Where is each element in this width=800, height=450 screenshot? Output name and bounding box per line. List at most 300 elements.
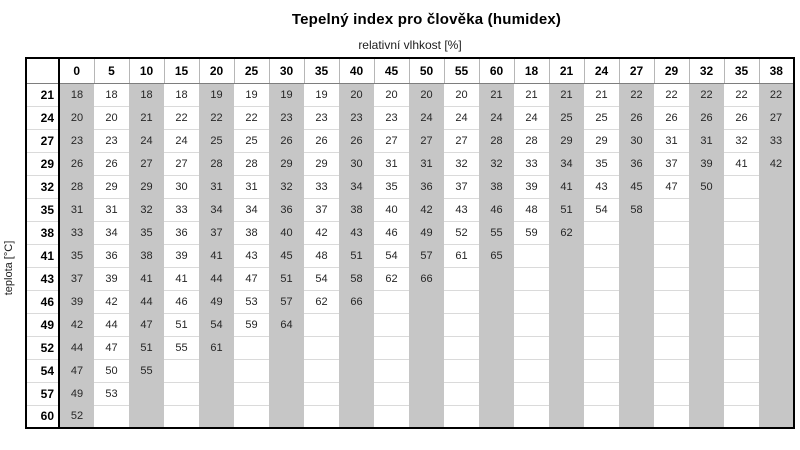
table-cell: 22 xyxy=(689,83,724,106)
table-cell xyxy=(549,290,584,313)
table-cell xyxy=(409,359,444,382)
table-cell xyxy=(514,336,549,359)
table-cell: 62 xyxy=(374,267,409,290)
table-cell: 20 xyxy=(59,106,94,129)
column-header: 50 xyxy=(409,58,444,83)
table-cell xyxy=(689,405,724,428)
row-header: 60 xyxy=(26,405,59,428)
table-cell: 19 xyxy=(304,83,339,106)
table-cell xyxy=(164,405,199,428)
table-cell xyxy=(654,359,689,382)
table-cell xyxy=(619,382,654,405)
table-cell xyxy=(479,313,514,336)
table-cell: 41 xyxy=(199,244,234,267)
column-header: 10 xyxy=(129,58,164,83)
table-cell: 28 xyxy=(199,152,234,175)
table-cell xyxy=(724,175,759,198)
table-cell: 64 xyxy=(269,313,304,336)
row-header: 29 xyxy=(26,152,59,175)
table-cell: 25 xyxy=(549,106,584,129)
table-cell: 20 xyxy=(339,83,374,106)
table-cell: 34 xyxy=(199,198,234,221)
table-cell: 39 xyxy=(164,244,199,267)
table-cell: 37 xyxy=(654,152,689,175)
table-cell: 39 xyxy=(59,290,94,313)
table-cell xyxy=(444,382,479,405)
table-cell: 26 xyxy=(724,106,759,129)
table-cell xyxy=(759,198,794,221)
table-cell: 32 xyxy=(444,152,479,175)
table-cell: 43 xyxy=(339,221,374,244)
table-cell xyxy=(164,382,199,405)
table-cell: 31 xyxy=(199,175,234,198)
row-header: 49 xyxy=(26,313,59,336)
table-cell xyxy=(374,382,409,405)
table-cell: 28 xyxy=(479,129,514,152)
table-cell xyxy=(199,359,234,382)
table-cell xyxy=(129,405,164,428)
table-cell: 21 xyxy=(129,106,164,129)
table-cell: 32 xyxy=(129,198,164,221)
table-cell xyxy=(584,290,619,313)
table-cell: 37 xyxy=(199,221,234,244)
table-cell xyxy=(269,405,304,428)
table-cell: 36 xyxy=(619,152,654,175)
table-cell: 30 xyxy=(619,129,654,152)
table-cell xyxy=(759,313,794,336)
table-cell xyxy=(199,405,234,428)
table-cell xyxy=(759,336,794,359)
table-cell: 35 xyxy=(129,221,164,244)
table-cell xyxy=(619,244,654,267)
table-cell: 30 xyxy=(164,175,199,198)
table-cell: 58 xyxy=(339,267,374,290)
table-cell: 35 xyxy=(584,152,619,175)
table-cell: 42 xyxy=(759,152,794,175)
table-cell: 21 xyxy=(549,83,584,106)
table-cell xyxy=(689,221,724,244)
table-cell xyxy=(339,382,374,405)
table-cell xyxy=(619,359,654,382)
table-cell: 55 xyxy=(479,221,514,244)
chart-title: Tepelný index pro člověka (humidex) xyxy=(291,11,562,28)
table-cell xyxy=(129,382,164,405)
table-cell xyxy=(234,405,269,428)
row-header: 54 xyxy=(26,359,59,382)
table-cell xyxy=(514,382,549,405)
table-cell: 23 xyxy=(374,106,409,129)
table-cell xyxy=(409,336,444,359)
table-row xyxy=(26,221,794,244)
table-cell: 48 xyxy=(304,244,339,267)
table-cell xyxy=(759,359,794,382)
table-cell xyxy=(549,267,584,290)
table-cell: 33 xyxy=(514,152,549,175)
table-cell: 19 xyxy=(234,83,269,106)
column-header: 38 xyxy=(759,58,794,83)
column-header: 35 xyxy=(304,58,339,83)
table-cell xyxy=(584,382,619,405)
table-cell xyxy=(374,359,409,382)
table-cell: 46 xyxy=(164,290,199,313)
column-header: 18 xyxy=(514,58,549,83)
table-cell: 20 xyxy=(409,83,444,106)
table-cell: 45 xyxy=(619,175,654,198)
table-cell: 62 xyxy=(549,221,584,244)
table-cell: 31 xyxy=(409,152,444,175)
table-cell: 54 xyxy=(304,267,339,290)
table-cell: 51 xyxy=(549,198,584,221)
row-header: 32 xyxy=(26,175,59,198)
x-axis-label: relativní vlhkost [%] xyxy=(358,38,462,52)
table-cell xyxy=(689,267,724,290)
table-cell: 29 xyxy=(94,175,129,198)
table-cell: 23 xyxy=(59,129,94,152)
table-cell xyxy=(654,336,689,359)
table-cell xyxy=(479,359,514,382)
table-cell: 31 xyxy=(689,129,724,152)
row-header: 24 xyxy=(26,106,59,129)
table-cell: 41 xyxy=(549,175,584,198)
table-cell: 34 xyxy=(94,221,129,244)
table-row xyxy=(26,382,794,405)
table-cell: 27 xyxy=(409,129,444,152)
table-cell xyxy=(689,382,724,405)
table-cell xyxy=(479,290,514,313)
table-cell: 22 xyxy=(234,106,269,129)
table-cell: 33 xyxy=(59,221,94,244)
row-header: 21 xyxy=(26,83,59,106)
table-cell: 62 xyxy=(304,290,339,313)
table-cell xyxy=(164,359,199,382)
table-cell: 25 xyxy=(199,129,234,152)
table-cell xyxy=(479,382,514,405)
table-cell xyxy=(304,336,339,359)
table-cell xyxy=(689,359,724,382)
table-cell: 40 xyxy=(374,198,409,221)
table-cell: 47 xyxy=(654,175,689,198)
table-cell: 51 xyxy=(129,336,164,359)
table-cell xyxy=(759,382,794,405)
table-cell: 28 xyxy=(59,175,94,198)
table-cell: 52 xyxy=(444,221,479,244)
table-cell: 25 xyxy=(234,129,269,152)
table-cell xyxy=(339,405,374,428)
table-cell: 59 xyxy=(514,221,549,244)
table-cell xyxy=(444,267,479,290)
table-cell xyxy=(724,313,759,336)
humidex-table xyxy=(25,57,795,429)
table-cell xyxy=(584,221,619,244)
table-cell: 49 xyxy=(409,221,444,244)
table-cell xyxy=(549,336,584,359)
table-cell xyxy=(304,382,339,405)
table-cell: 54 xyxy=(584,198,619,221)
table-cell: 27 xyxy=(374,129,409,152)
row-header: 57 xyxy=(26,382,59,405)
table-cell xyxy=(479,336,514,359)
table-cell xyxy=(619,336,654,359)
table-cell: 26 xyxy=(269,129,304,152)
table-cell: 27 xyxy=(164,152,199,175)
table-cell: 46 xyxy=(374,221,409,244)
table-cell xyxy=(654,313,689,336)
table-cell: 33 xyxy=(304,175,339,198)
table-cell: 22 xyxy=(654,83,689,106)
table-cell xyxy=(339,359,374,382)
column-header: 55 xyxy=(444,58,479,83)
table-cell xyxy=(584,313,619,336)
table-cell: 20 xyxy=(94,106,129,129)
column-header: 5 xyxy=(94,58,129,83)
table-cell xyxy=(654,198,689,221)
table-row xyxy=(26,175,794,198)
table-cell: 22 xyxy=(619,83,654,106)
table-cell xyxy=(409,382,444,405)
table-cell: 23 xyxy=(339,106,374,129)
table-cell: 51 xyxy=(339,244,374,267)
table-cell: 36 xyxy=(409,175,444,198)
table-cell xyxy=(619,405,654,428)
table-cell xyxy=(409,313,444,336)
table-cell: 38 xyxy=(234,221,269,244)
table-cell: 38 xyxy=(129,244,164,267)
table-cell xyxy=(304,405,339,428)
table-cell xyxy=(724,198,759,221)
table-cell xyxy=(654,382,689,405)
table-cell xyxy=(304,313,339,336)
table-row xyxy=(26,244,794,267)
table-cell: 66 xyxy=(409,267,444,290)
table-row xyxy=(26,359,794,382)
table-cell: 31 xyxy=(374,152,409,175)
table-cell: 31 xyxy=(94,198,129,221)
table-cell: 18 xyxy=(94,83,129,106)
table-cell xyxy=(234,382,269,405)
column-header: 21 xyxy=(549,58,584,83)
table-cell: 29 xyxy=(304,152,339,175)
table-cell: 18 xyxy=(59,83,94,106)
table-cell xyxy=(234,336,269,359)
table-cell: 37 xyxy=(304,198,339,221)
table-cell xyxy=(689,290,724,313)
table-cell xyxy=(514,244,549,267)
table-cell xyxy=(269,382,304,405)
table-cell: 20 xyxy=(444,83,479,106)
table-row xyxy=(26,290,794,313)
table-cell: 57 xyxy=(409,244,444,267)
column-header: 15 xyxy=(164,58,199,83)
table-cell: 34 xyxy=(549,152,584,175)
column-header: 27 xyxy=(619,58,654,83)
table-cell: 43 xyxy=(584,175,619,198)
table-cell: 40 xyxy=(269,221,304,244)
table-row xyxy=(26,106,794,129)
table-cell xyxy=(724,244,759,267)
table-cell xyxy=(444,405,479,428)
table-cell: 32 xyxy=(479,152,514,175)
table-cell: 29 xyxy=(129,175,164,198)
table-cell xyxy=(689,198,724,221)
table-cell: 28 xyxy=(234,152,269,175)
table-cell: 29 xyxy=(269,152,304,175)
table-cell xyxy=(584,359,619,382)
table-row xyxy=(26,267,794,290)
table-cell xyxy=(689,244,724,267)
table-cell: 53 xyxy=(234,290,269,313)
table-cell xyxy=(759,244,794,267)
table-cell xyxy=(654,405,689,428)
table-cell xyxy=(514,359,549,382)
table-cell: 32 xyxy=(269,175,304,198)
table-cell: 54 xyxy=(374,244,409,267)
table-cell: 23 xyxy=(269,106,304,129)
table-cell: 38 xyxy=(339,198,374,221)
table-cell: 61 xyxy=(199,336,234,359)
table-cell: 24 xyxy=(409,106,444,129)
table-cell: 43 xyxy=(444,198,479,221)
table-cell xyxy=(514,290,549,313)
table-cell xyxy=(584,405,619,428)
table-cell: 41 xyxy=(129,267,164,290)
table-cell xyxy=(689,336,724,359)
table-cell: 47 xyxy=(234,267,269,290)
table-cell xyxy=(724,290,759,313)
table-cell: 28 xyxy=(514,129,549,152)
table-cell: 49 xyxy=(199,290,234,313)
table-cell xyxy=(549,405,584,428)
table-cell: 41 xyxy=(724,152,759,175)
table-cell xyxy=(724,267,759,290)
table-cell xyxy=(94,405,129,428)
table-cell xyxy=(759,221,794,244)
table-cell: 34 xyxy=(339,175,374,198)
y-axis-label: teplota [°C] xyxy=(3,240,15,296)
table-cell: 53 xyxy=(94,382,129,405)
table-cell: 42 xyxy=(409,198,444,221)
table-cell: 34 xyxy=(234,198,269,221)
table-cell: 35 xyxy=(374,175,409,198)
row-header: 41 xyxy=(26,244,59,267)
table-cell xyxy=(514,267,549,290)
column-header: 25 xyxy=(234,58,269,83)
table-cell: 24 xyxy=(164,129,199,152)
table-cell: 26 xyxy=(94,152,129,175)
table-cell: 38 xyxy=(479,175,514,198)
header-row xyxy=(26,58,794,83)
table-cell: 55 xyxy=(164,336,199,359)
table-cell xyxy=(339,336,374,359)
row-header: 43 xyxy=(26,267,59,290)
column-header: 29 xyxy=(654,58,689,83)
table-cell xyxy=(549,313,584,336)
column-header: 20 xyxy=(199,58,234,83)
table-cell xyxy=(654,267,689,290)
table-cell xyxy=(724,405,759,428)
table-cell: 26 xyxy=(619,106,654,129)
table-cell: 42 xyxy=(59,313,94,336)
table-cell: 23 xyxy=(304,106,339,129)
table-cell: 57 xyxy=(269,290,304,313)
table-cell: 18 xyxy=(164,83,199,106)
table-cell: 41 xyxy=(164,267,199,290)
table-cell: 30 xyxy=(339,152,374,175)
table-cell: 44 xyxy=(199,267,234,290)
row-header: 46 xyxy=(26,290,59,313)
table-cell xyxy=(304,359,339,382)
table-cell xyxy=(724,221,759,244)
table-cell: 47 xyxy=(59,359,94,382)
row-header: 38 xyxy=(26,221,59,244)
table-cell: 31 xyxy=(59,198,94,221)
table-cell: 61 xyxy=(444,244,479,267)
table-cell xyxy=(724,336,759,359)
table-cell: 23 xyxy=(94,129,129,152)
table-row xyxy=(26,83,794,106)
table-cell: 42 xyxy=(94,290,129,313)
table-cell: 22 xyxy=(199,106,234,129)
corner-cell xyxy=(26,58,59,83)
table-cell: 49 xyxy=(59,382,94,405)
table-cell: 26 xyxy=(59,152,94,175)
table-cell xyxy=(759,405,794,428)
table-cell xyxy=(374,405,409,428)
table-cell: 33 xyxy=(759,129,794,152)
table-cell: 33 xyxy=(164,198,199,221)
table-cell: 18 xyxy=(129,83,164,106)
table-cell: 65 xyxy=(479,244,514,267)
table-cell xyxy=(444,290,479,313)
table-cell: 50 xyxy=(94,359,129,382)
table-cell: 44 xyxy=(59,336,94,359)
table-cell xyxy=(689,313,724,336)
table-cell: 31 xyxy=(654,129,689,152)
table-cell: 58 xyxy=(619,198,654,221)
table-row xyxy=(26,198,794,221)
table-row xyxy=(26,336,794,359)
table-cell: 32 xyxy=(724,129,759,152)
row-header: 35 xyxy=(26,198,59,221)
table-cell: 36 xyxy=(164,221,199,244)
table-cell xyxy=(374,336,409,359)
table-cell: 19 xyxy=(199,83,234,106)
table-cell: 24 xyxy=(514,106,549,129)
table-cell: 54 xyxy=(199,313,234,336)
table-cell xyxy=(619,221,654,244)
column-header: 45 xyxy=(374,58,409,83)
table-cell: 19 xyxy=(269,83,304,106)
table-cell: 25 xyxy=(584,106,619,129)
column-header: 35 xyxy=(724,58,759,83)
table-cell xyxy=(269,359,304,382)
table-row xyxy=(26,129,794,152)
table-cell xyxy=(374,313,409,336)
table-cell: 24 xyxy=(444,106,479,129)
table-cell xyxy=(759,175,794,198)
table-cell: 47 xyxy=(94,336,129,359)
table-cell xyxy=(759,290,794,313)
table-cell: 45 xyxy=(269,244,304,267)
table-cell: 29 xyxy=(549,129,584,152)
table-cell xyxy=(584,336,619,359)
table-cell xyxy=(514,313,549,336)
table-cell xyxy=(759,267,794,290)
table-cell: 46 xyxy=(479,198,514,221)
table-cell: 35 xyxy=(59,244,94,267)
row-header: 52 xyxy=(26,336,59,359)
table-cell: 22 xyxy=(164,106,199,129)
table-cell: 52 xyxy=(59,405,94,428)
